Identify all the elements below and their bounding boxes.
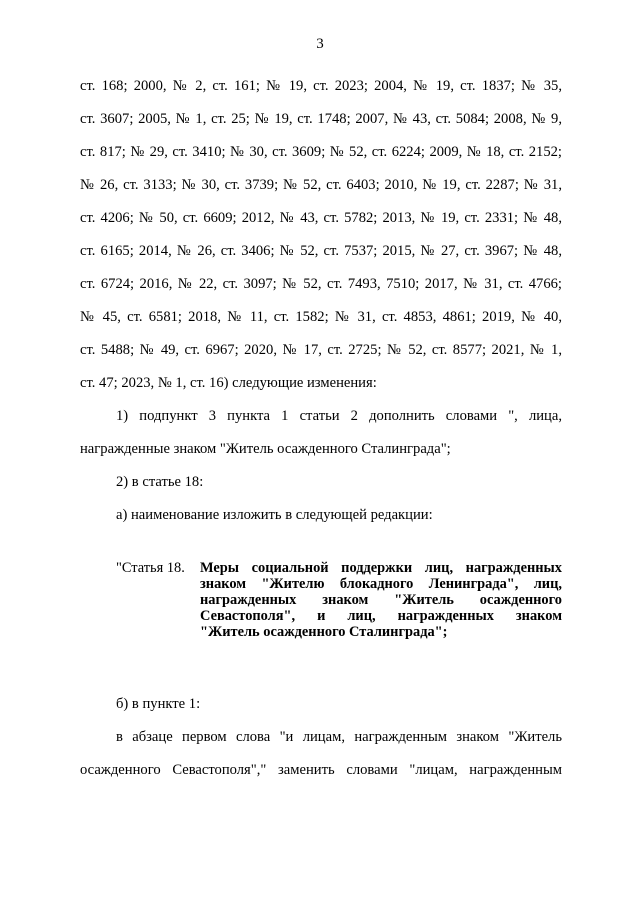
article-title [200,560,562,640]
article-title-line: награжденных знаком "Житель осажденного [200,592,562,608]
article-title-line: знаком "Жителю блокадного Ленинграда", лиц, [200,576,562,592]
article-lead: "Статья 18. [116,560,185,576]
text-line: ст. 6724; 2016, № 22, ст. 3097; № 52, ст. 7493, 7510; 2017, № 31, ст. 4766; [80,276,562,292]
paragraph-references [80,70,562,532]
text-line: в абзаце первом слова "и лицам, награжденным знаком "Житель [116,729,562,745]
article-title-line: Севастополя", и лиц, награжденных знаком [200,608,562,624]
article-title-line: Меры социальной поддержки лиц, награжденных [200,560,562,576]
text-line: ст. 817; № 29, ст. 3410; № 30, ст. 3609; № 52, ст. 6224; 2009, № 18, ст. 2152; [80,144,562,160]
text-line: ст. 47; 2023, № 1, ст. 16) следующие изменения: [80,375,377,391]
text-line: ст. 6165; 2014, № 26, ст. 3406; № 52, ст. 7537; 2015, № 27, ст. 3967; № 48, [80,243,562,259]
item2a-heading: а) наименование изложить в следующей редакции: [116,507,433,523]
text-line: № 26, ст. 3133; № 30, ст. 3739; № 52, ст. 6403; 2010, № 19, ст. 2287; № 31, [80,177,562,193]
text-line: ст. 168; 2000, № 2, ст. 161; № 19, ст. 2023; 2004, № 19, ст. 1837; № 35, [80,78,562,94]
item2-heading: 2) в статье 18: [116,474,204,490]
text-line: ст. 4206; № 50, ст. 6609; 2012, № 43, ст. 5782; 2013, № 19, ст. 2331; № 48, [80,210,562,226]
text-line: ст. 3607; 2005, № 1, ст. 25; № 19, ст. 1748; 2007, № 43, ст. 5084; 2008, № 9, [80,111,562,127]
item1-line: награжденные знаком "Житель осажденного Сталинграда"; [80,441,451,457]
item2b-heading: б) в пункте 1: [116,696,201,712]
article-title-line: "Житель осажденного Сталинграда"; [200,624,448,640]
item1-line: 1) подпункт 3 пункта 1 статьи 2 дополнить словами ", лица, [116,408,562,424]
text-line: № 45, ст. 6581; 2018, № 11, ст. 1582; № 31, ст. 4853, 4861; 2019, № 40, [80,309,562,325]
text-line: осажденного Севастополя"," заменить словами "лицам, награжденным [80,762,562,778]
text-line: ст. 5488; № 49, ст. 6967; 2020, № 17, ст. 2725; № 52, ст. 8577; 2021, № 1, [80,342,562,358]
page-number: 3 [316,36,324,52]
paragraph-item2b [80,688,562,787]
